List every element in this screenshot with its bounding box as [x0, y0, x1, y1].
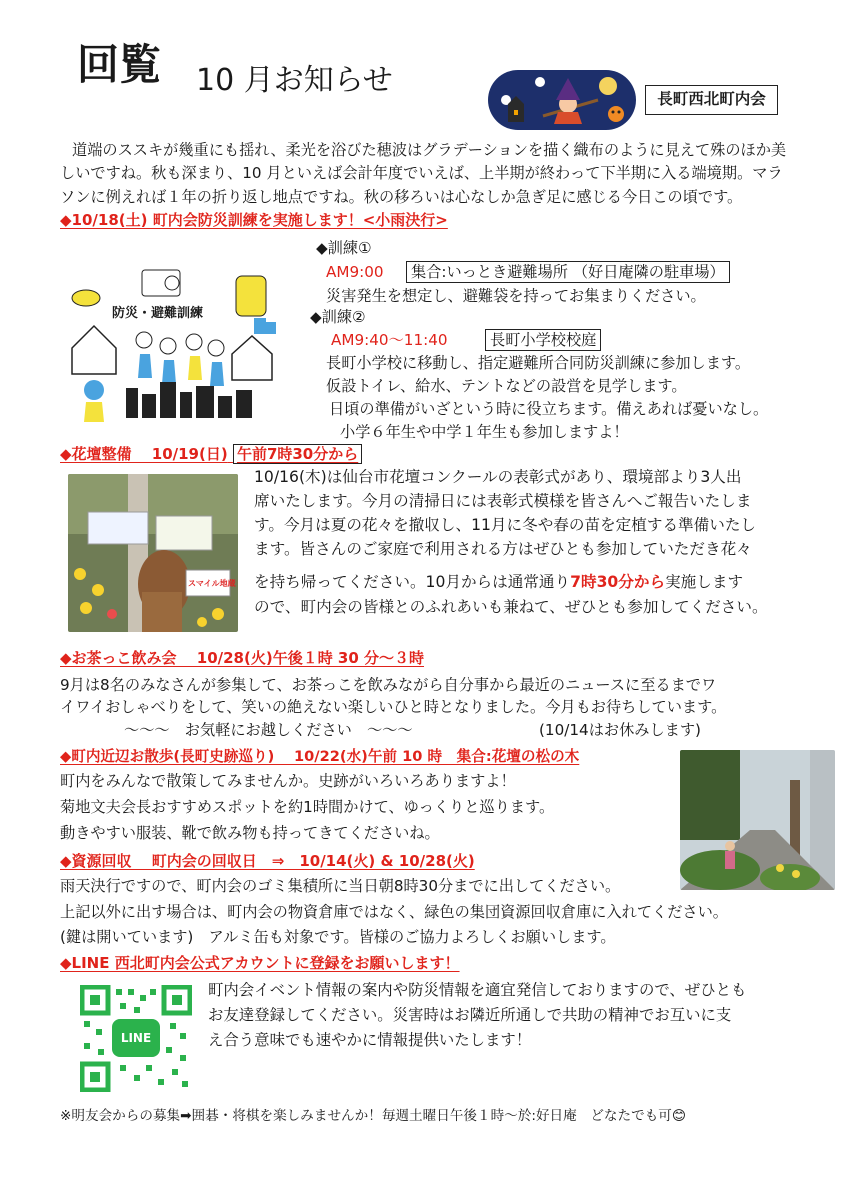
drill-heading: ◆10/18(土) 町内会防災訓練を実施します！<小雨決行>	[60, 211, 448, 229]
flower-line-5	[254, 571, 743, 593]
page-title: 回覧	[77, 40, 162, 89]
page-subtitle: 10 月お知らせ	[196, 63, 393, 98]
flower-line-2: 席いたします。今月の清掃日には表彰式模様を皆さんへご報告いたしま	[254, 492, 752, 510]
drill1-desc: 災害発生を想定し、避難袋を持ってお集まりください。	[326, 287, 706, 305]
drill2-line-3: 日頃の準備がいざという時に役立ちます。備えあれば憂いなし。	[329, 400, 769, 418]
drill2-place: 長町小学校校庭	[485, 329, 601, 351]
line-heading: ◆LINE 西北町内会公式アカウントに登録をお願いします！	[60, 954, 460, 972]
intro-line-3: ソンに例えれば１年の折り返し地点ですね。秋の移ろいは心なしか急ぎ足に感じる今日この頃です。	[60, 188, 743, 206]
walk-line-3: 動きやすい服装、靴で飲み物も持ってきてくださいね。	[60, 824, 440, 842]
intro-line-2: しいですね。秋も深まり、10 月といえば会計年度でいえば、上半期が終わって下半期に入る端境期。マラ	[60, 164, 783, 182]
flower-heading-date: ◆花壇整備 10/19(日)	[60, 445, 228, 463]
walk-line-1: 町内をみんなで散策してみませんか。史跡がいろいろありますよ！	[60, 772, 516, 790]
recycle-line-2: 上記以外に出す場合は、町内会の物資倉庫ではなく、緑色の集団資源回収倉庫に入れてください。	[60, 903, 728, 921]
flower-heading	[60, 444, 362, 464]
drill1-time: AM9:00	[326, 263, 384, 281]
flower-line-3: す。今月は夏の花々を撤収し、11月に冬や春の苗を定植する準備いたし	[254, 516, 757, 534]
drill2-label: ◆訓練②	[310, 308, 366, 326]
flower-line-4: ます。皆さんのご家庭で利用される方はぜひとも参加していただき花々	[254, 540, 752, 558]
walk-line-2: 菊地文夫会長おすすめスポットを約1時間かけて、ゆっくりと巡ります。	[60, 798, 555, 816]
flower-heading-time: 午前7時30分から	[233, 444, 362, 464]
drill2-line-1: 長町小学校に移動し、指定避難所合同防災訓練に参加します。	[326, 354, 751, 372]
intro-line-1: 道端のススキが幾重にも揺れ、柔光を浴びた穂波はグラデーションを描く織布のように見えて殊のほか美	[72, 141, 787, 159]
flower-bed-photo	[68, 474, 238, 632]
flower-line-5-text: を持ち帰ってください。10月からは通常通り	[254, 573, 571, 591]
flower-photo-sign: スマイル地蔵	[188, 579, 236, 588]
tea-line-2: イワイおしゃべりをして、笑いの絶えない楽しいひと時となりました。今月もお待ちしています。	[60, 698, 727, 716]
line-desc-1: 町内会イベント情報の案内や防災情報を適宜発信しておりますので、ぜひとも	[208, 981, 747, 999]
drill1-label: ◆訓練①	[316, 239, 372, 257]
halloween-illustration	[488, 70, 636, 130]
qr-line-label: LINE	[120, 1031, 152, 1045]
tea-rest-note: (10/14はお休みします)	[539, 721, 701, 739]
drill1-place: 集合:いっとき避難場所 （好日庵隣の駐車場）	[406, 261, 730, 283]
drill-illustration-title: 防災・避難訓練	[112, 302, 203, 321]
line-qr-code[interactable]	[80, 985, 192, 1092]
tea-invite: ～～～ お気軽にお越しください ～～～	[124, 721, 413, 739]
drill2-time: AM9:40～11:40	[331, 331, 448, 349]
footer-note: ※明友会からの募集➡囲碁・将棋を楽しみませんか！毎週土曜日午後１時～於:好日庵 どなたでも可😊	[60, 1108, 687, 1124]
flower-time-emphasis: 7時30分から	[570, 573, 666, 591]
flower-line-6: ので、町内会の皆様とのふれあいも兼ねて、ぜひとも参加してください。	[254, 598, 768, 616]
tea-heading: ◆お茶っこ飲み会 10/28(火)午後１時 30 分～３時	[60, 649, 425, 667]
walk-street-photo	[680, 750, 835, 890]
tea-line-1: 9月は8名のみなさんが参集して、お茶っこを飲みながら自分事から最近のニュースに至るまでワ	[60, 676, 717, 694]
drill2-line-2: 仮設トイレ、給水、テントなどの設営を見学します。	[326, 377, 687, 395]
recycle-line-1: 雨天決行ですので、町内会のゴミ集積所に当日朝8時30分までに出してください。	[60, 877, 621, 895]
evacuation-drill-illustration	[64, 262, 278, 424]
recycle-line-3: (鍵は開いています) アルミ缶も対象です。皆様のご協力よろしくお願いします。	[60, 928, 616, 946]
line-desc-2: お友達登録してください。災害時はお隣近所通しで共助の精神でお互いに支	[208, 1006, 732, 1024]
walk-heading: ◆町内近辺お散歩(長町史跡巡り) 10/22(水)午前 10 時 集合:花壇の松の木	[60, 748, 580, 765]
line-desc-3: え合う意味でも速やかに情報提供いたします！	[208, 1031, 532, 1049]
flower-line-1: 10/16(木)は仙台市花壇コンクールの表彰式があり、環境部より3人出	[254, 468, 742, 486]
org-name-box: 長町西北町内会	[645, 85, 778, 115]
flower-line-5-tail: 実施します	[665, 573, 744, 591]
drill2-line-4: 小学６年生や中学１年生も参加しますよ！	[340, 423, 629, 441]
recycle-heading: ◆資源回収 町内会の回収日 ⇒ 10/14(火) & 10/28(火)	[60, 852, 475, 870]
